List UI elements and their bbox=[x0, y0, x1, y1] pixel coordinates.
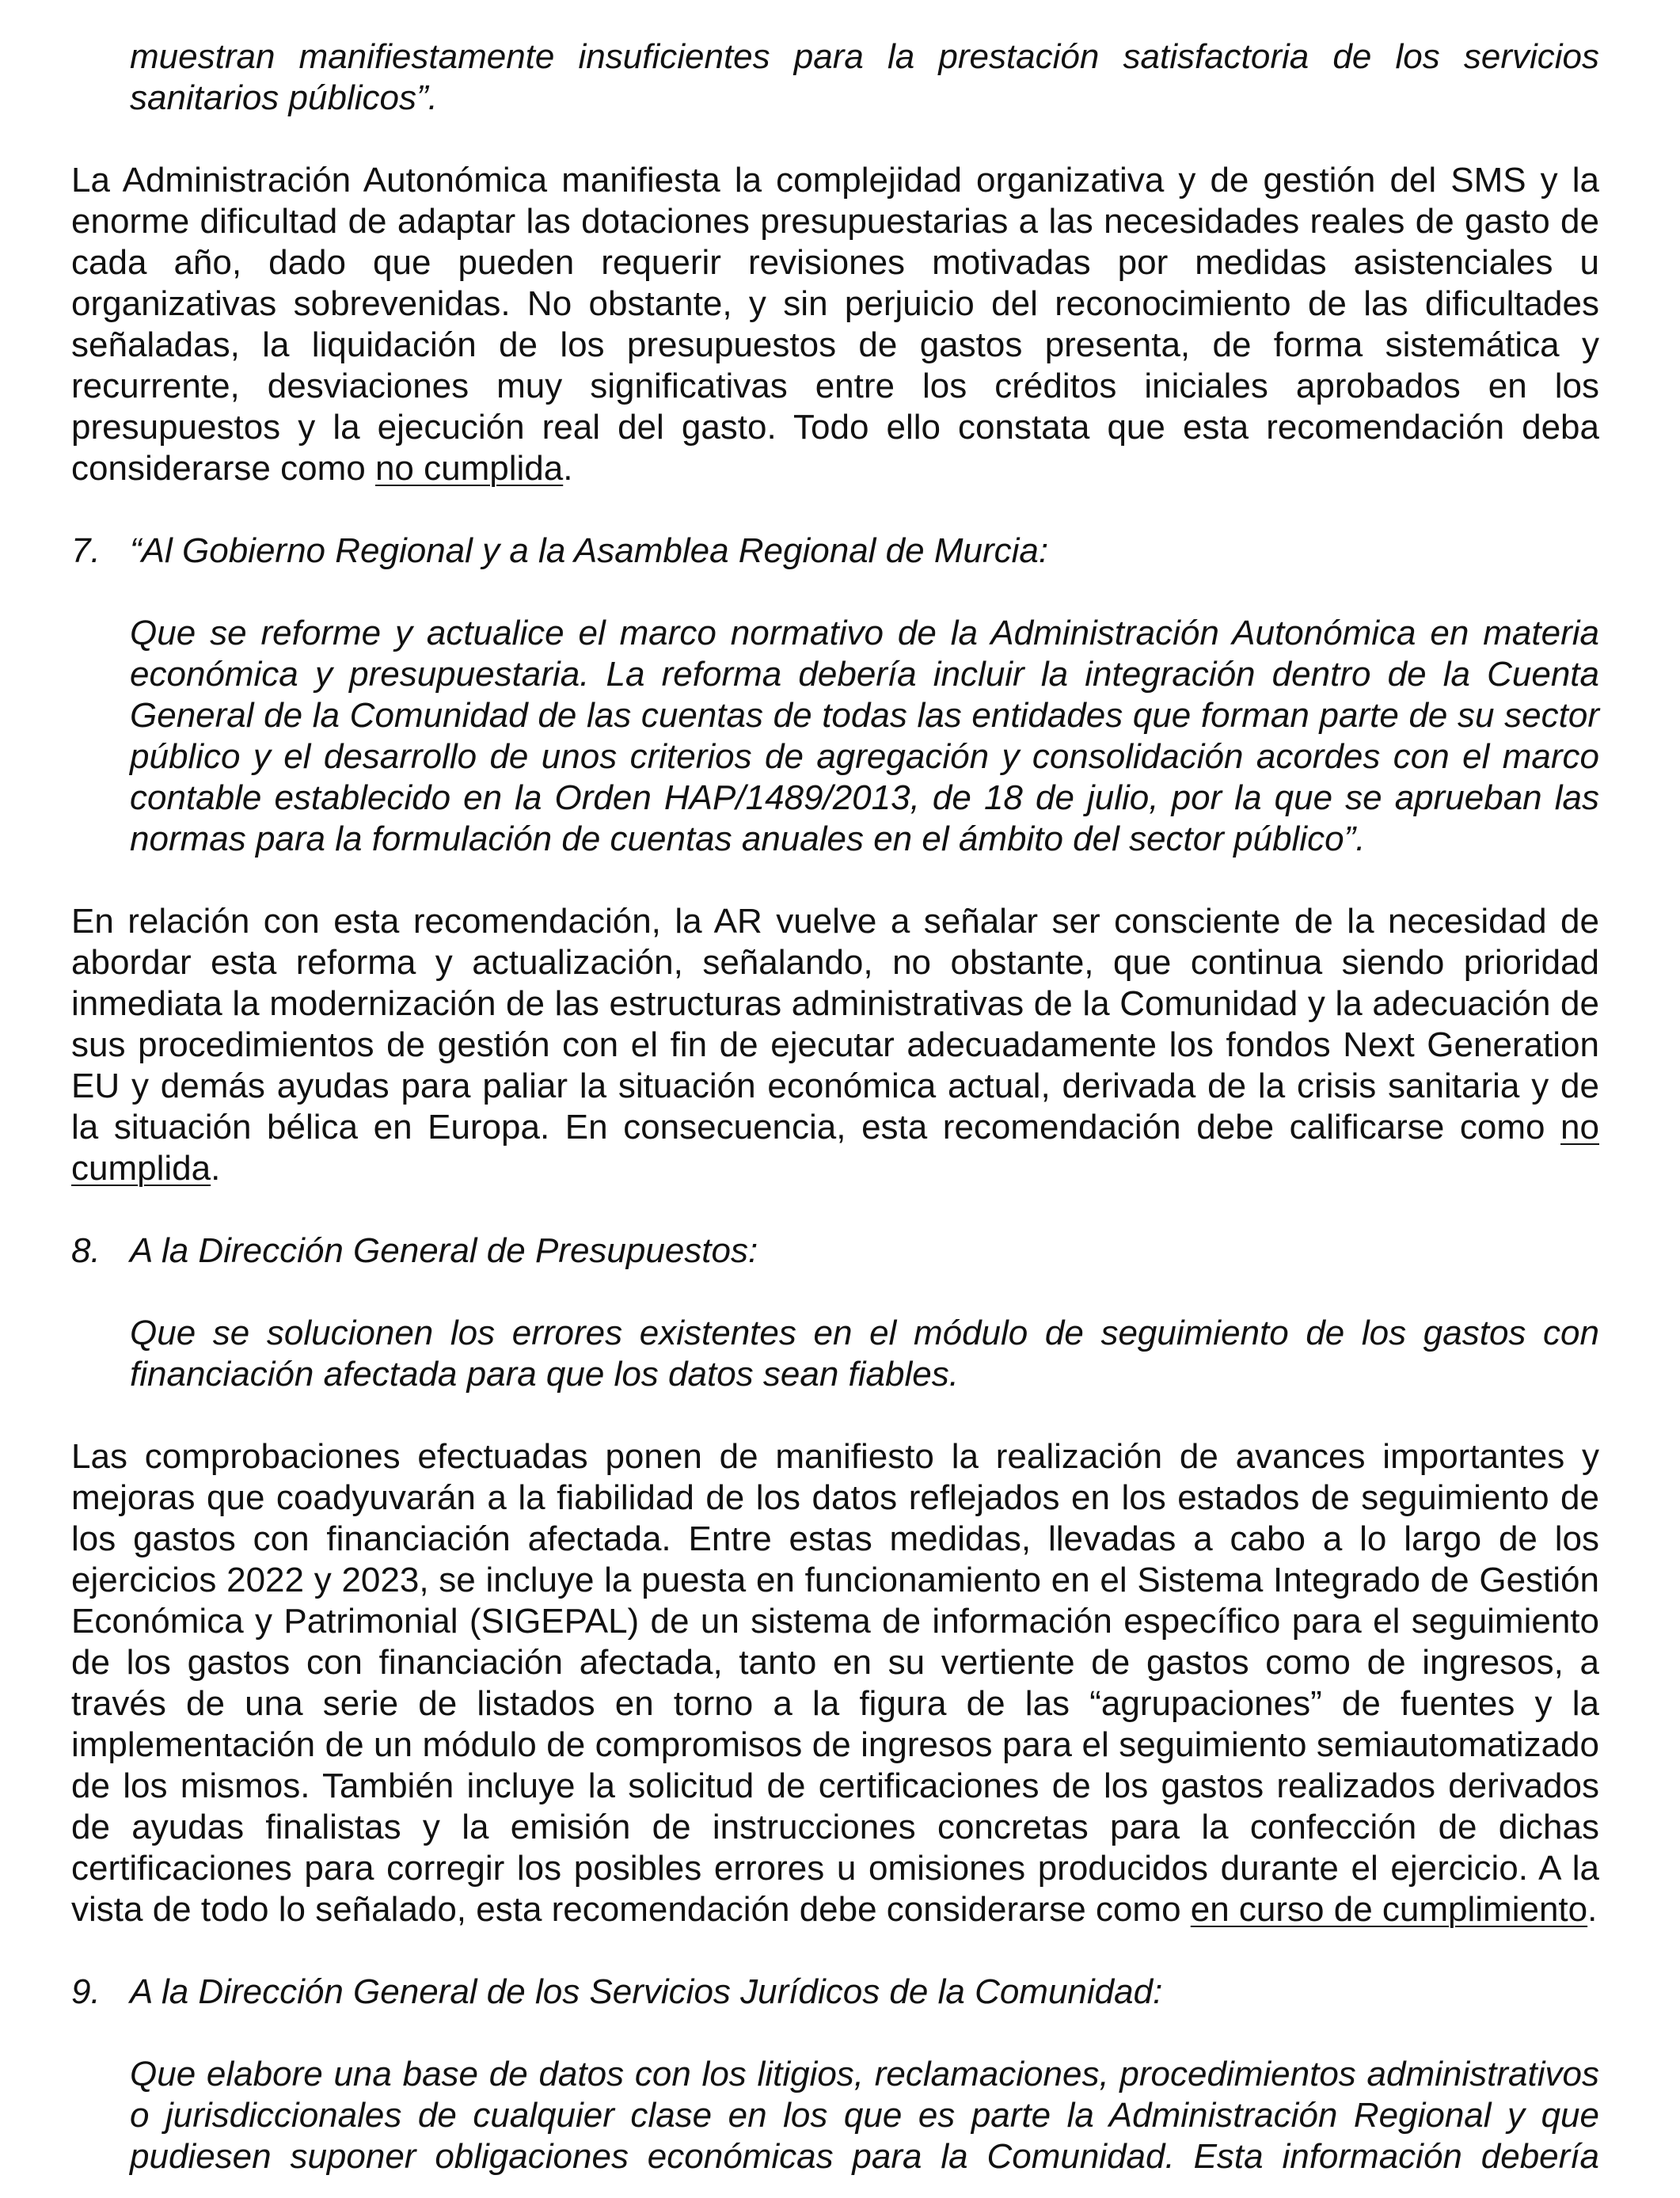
item-9-heading bbox=[71, 1972, 1599, 2013]
document-page bbox=[71, 36, 1599, 2177]
paragraph-item-8-assessment: Las comprobaciones efectuadas ponen de manifiesto la realización de avances importantes y mejoras que coadyuvarán a la fiabilidad de los datos reflejados en los estados de seguimiento de los gastos con financiación afectada. Entre estas medidas, llevadas a cabo a lo largo de los ejercicios 2022 y 2023, se incluye la puesta en funcionamiento en el Sistema Integrado de Gestión Económica y Patrimonial (SIGEPAL) de un sistema de información específico para el seguimiento de los gastos con financiación afectada, tanto en su vertiente de gastos como de ingresos, a través de una serie de listados en torno a la figura de las “agrupaciones” de fuentes y la implementación de un módulo de compromisos de ingresos para el seguimiento semiautomatizado de los mismos. También incluye la solicitud de certificaciones de los gastos realizados derivados de ayudas finalistas y la emisión de instrucciones concretas para la confección de dichas certificaciones para corregir los posibles errores u omisiones producidos durante el ejercicio. A la vista de todo lo señalado, esta recomendación debe considerarse como en curso de cumplimiento. bbox=[71, 1437, 1599, 1929]
paragraph-text: En relación con esta recomendación, la AR vuelve a señalar ser consciente de la necesidad de abordar esta reforma y actualización, señalando, no obstante, que continua siendo prioridad inmediata la modernización de las estructuras administrativas de la Comunidad y la adecuación de sus procedimientos de gestión con el fin de ejecutar adecuadamente los fondos Next Generation EU y demás ayudas para paliar la situación económica actual, derivada de la crisis sanitaria y de la situación bélica en Europa. En consecuencia, esta recomendación debe calificarse como bbox=[71, 902, 1599, 1147]
item-8-heading bbox=[71, 1230, 1599, 1272]
paragraph-text: Las comprobaciones efectuadas ponen de manifiesto la realización de avances importantes y mejoras que coadyuvarán a la fiabilidad de los datos reflejados en los estados de seguimiento de los gastos con financiación afectada. Entre estas medidas, llevadas a cabo a lo largo de los ejercicios 2022 y 2023, se incluye la puesta en funcionamiento en el Sistema Integrado de Gestión Económica y Patrimonial (SIGEPAL) de un sistema de información específico para el seguimiento de los gastos con financiación afectada, tanto en su vertiente de gastos como de ingresos, a través de una serie de listados en torno a la figura de las “agrupaciones” de fuentes y la implementación de un módulo de compromisos de ingresos para el seguimiento semiautomatizado de los mismos. También incluye la solicitud de certificaciones de los gastos realizados derivados de ayudas finalistas y la emisión de instrucciones concretas para la confección de dichas certificaciones para corregir los posibles errores u omisiones producidos durante el ejercicio. A la vista de todo lo señalado, esta recomendación debe considerarse como bbox=[71, 1437, 1599, 1929]
item-number: 9. bbox=[71, 1972, 101, 2011]
item-number: 7. bbox=[71, 531, 101, 570]
item-heading-text: A la Dirección General de Presupuestos: bbox=[130, 1231, 758, 1270]
paragraph-text: La Administración Autonómica manifiesta la complejidad organizativa y de gestión del SMS y la enorme dificultad de adaptar las dotaciones presupuestarias a las necesidades reales de gasto de cada año, dado que pueden requerir revisiones motivadas por medidas asistenciales u organizativas sobrevenidas. No obstante, y sin perjuicio del reconocimiento de las dificultades señaladas, la liquidación de los presupuestos de gastos presenta, de forma sistemática y recurrente, desviaciones muy significativas entre los créditos iniciales aprobados en los presupuestos y la ejecución real del gasto. Todo ello constata que esta recomendación deba considerarse como bbox=[71, 161, 1599, 488]
paragraph-item-6-assessment: La Administración Autonómica manifiesta la complejidad organizativa y de gestión del SMS y la enorme dificultad de adaptar las dotaciones presupuestarias a las necesidades reales de gasto de cada año, dado que pueden requerir revisiones motivadas por medidas asistenciales u organizativas sobrevenidas. No obstante, y sin perjuicio del reconocimiento de las dificultades señaladas, la liquidación de los presupuestos de gastos presenta, de forma sistemática y recurrente, desviaciones muy significativas entre los créditos iniciales aprobados en los presupuestos y la ejecución real del gasto. Todo ello constata que esta recomendación deba considerarse como no cumplida. bbox=[71, 161, 1599, 488]
status-in-progress: en curso de cumplimiento bbox=[1190, 1890, 1588, 1929]
status-not-fulfilled: no cumplida bbox=[71, 1108, 1599, 1188]
item-number: 8. bbox=[71, 1231, 101, 1270]
status-not-fulfilled: no cumplida bbox=[374, 449, 564, 488]
paragraph-item-7-assessment: En relación con esta recomendación, la AR vuelve a señalar ser consciente de la necesidad de abordar esta reforma y actualización, señalando, no obstante, que continua siendo prioridad inmediata la modernización de las estructuras administrativas de la Comunidad y la adecuación de sus procedimientos de gestión con el fin de ejecutar adecuadamente los fondos Next Generation EU y demás ayudas para paliar la situación económica actual, derivada de la crisis sanitaria y de la situación bélica en Europa. En consecuencia, esta recomendación debe calificarse como no cumplida. bbox=[71, 902, 1599, 1188]
item-heading-text: A la Dirección General de los Servicios Jurídicos de la Comunidad: bbox=[130, 1972, 1163, 2011]
quote-6-tail: muestran manifiestamente insuficientes para la prestación satisfactoria de los servicios sanitarios públicos”. bbox=[130, 37, 1599, 117]
item-7-heading bbox=[71, 530, 1599, 572]
item-heading-text: “Al Gobierno Regional y a la Asamblea Regional de Murcia: bbox=[130, 531, 1049, 570]
item-8-recommendation: Que se solucionen los errores existentes en el módulo de seguimiento de los gastos con financiación afectada para que los datos sean fiables. bbox=[130, 1314, 1599, 1394]
item-9-recommendation: Que elabore una base de datos con los litigios, reclamaciones, procedimientos administrativos o jurisdiccionales de cualquier clase en los que es parte la Administración Regional y que pudiesen suponer obligaciones económicas para la Comunidad. Esta información debería bbox=[130, 2055, 1599, 2176]
item-7-recommendation: Que se reforme y actualice el marco normativo de la Administración Autonómica en materia económica y presupuestaria. La reforma debería incluir la integración dentro de la Cuenta General de la Comunidad de las cuentas de todas las entidades que forman parte de su sector público y el desarrollo de unos criterios de agregación y consolidación acordes con el marco contable establecido en la Orden HAP/1489/2013, de 18 de julio, por la que se aprueban las normas para la formulación de cuentas anuales en el ámbito del sector público”. bbox=[130, 614, 1599, 858]
